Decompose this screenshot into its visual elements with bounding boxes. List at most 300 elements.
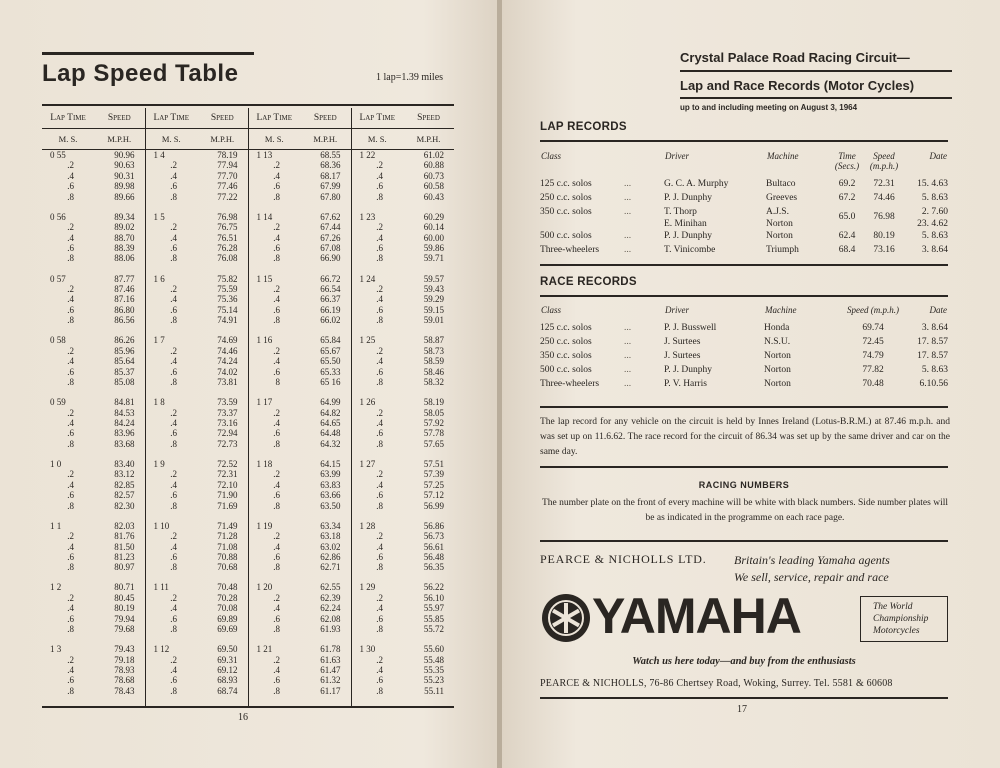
box-line: Championship (873, 614, 929, 624)
lap-time-fraction: .8 (67, 624, 74, 635)
lap-time-minute-second: 1 27 (359, 458, 376, 469)
race-records-header-row (540, 304, 948, 321)
lap-speed-table (42, 108, 454, 706)
lap-time-minute-second: 1 9 (153, 458, 165, 469)
speed-value: 66.19 (320, 304, 341, 315)
speed-value: 65.50 (320, 356, 341, 367)
speed-value: 56.61 (423, 541, 444, 552)
table-top-rule (42, 104, 454, 106)
lap-time-fraction: .6 (376, 675, 383, 686)
lap-group-row (42, 521, 454, 583)
header-driver: Driver (665, 151, 689, 161)
lap-time-fraction: .4 (376, 356, 383, 367)
speed-cell (94, 274, 145, 336)
lap-time-fraction: .6 (273, 675, 280, 686)
speed-value: 78.43 (114, 685, 135, 696)
lap-time-fraction: .2 (170, 284, 177, 295)
date-cell: 3. 8.64 (921, 245, 948, 255)
lap-time-minute-second: 1 11 (153, 582, 169, 593)
speed-cell (94, 582, 145, 644)
speed-cell (300, 335, 351, 397)
speed-value: 84.53 (114, 407, 135, 418)
speed-value: 72.73 (217, 438, 238, 449)
speed-cell (197, 212, 248, 274)
speed-value: 79.68 (114, 624, 135, 635)
speed-value: 60.29 (423, 211, 444, 222)
speed-value: 56.86 (423, 520, 444, 531)
speed-cell: 77.82 (862, 365, 884, 375)
speed-value: 72.94 (217, 428, 238, 439)
speed-value: 61.32 (320, 675, 341, 686)
lap-time-fraction: .8 (170, 562, 177, 573)
lap-time-fraction: .8 (376, 562, 383, 573)
speed-value: 79.18 (114, 654, 135, 665)
speed-value: 68.55 (320, 150, 341, 160)
lap-time-fraction: .4 (376, 479, 383, 490)
speed-value: 71.90 (217, 490, 238, 501)
lap-time-fraction: .2 (170, 160, 177, 171)
driver-cell: T. Vinicombe (664, 245, 716, 255)
speed-value: 82.57 (114, 490, 135, 501)
speed-value: 55.85 (423, 613, 444, 624)
speed-value: 67.44 (320, 222, 341, 233)
speed-value: 63.02 (320, 541, 341, 552)
driver-cell: J. Surtees (664, 351, 701, 361)
speed-value: 62.39 (320, 592, 341, 603)
lap-time-fraction: .6 (273, 366, 280, 377)
lap-time-minute-second: 1 4 (153, 150, 165, 160)
lap-group-row (42, 397, 454, 459)
speed-cell (300, 582, 351, 644)
lap-time-minute-second: 1 12 (153, 644, 170, 655)
speed-value: 66.37 (320, 294, 341, 305)
lap-time-minute-second: 1 25 (359, 335, 376, 346)
speed-cell (94, 150, 145, 212)
lap-time-fraction: .6 (67, 428, 74, 439)
time-cell: 65.0 (838, 212, 856, 222)
speed-value: 63.83 (320, 479, 341, 490)
lap-time-fraction: .4 (67, 170, 74, 181)
speed-value: 56.48 (423, 551, 444, 562)
lap-time-cell (145, 335, 197, 397)
speed-value: 90.63 (114, 160, 135, 171)
speed-value: 63.34 (320, 520, 341, 531)
class-cell: 350 c.c. solos (540, 207, 592, 217)
class-cell: 500 c.c. solos (540, 231, 592, 241)
lap-time-cell (145, 459, 197, 521)
class-cell: Three-wheelers (540, 245, 600, 255)
racing-numbers-text: The number plate on the front of every machine will be white with black numbers. Side number plates will be as indicated in the programme on each race page. (541, 498, 948, 523)
date-value: 2. 7.60 (921, 207, 948, 217)
speed-value: 69.89 (217, 613, 238, 624)
section-rule (540, 466, 948, 468)
lap-time-cell (42, 212, 94, 274)
speed-value: 68.74 (217, 685, 238, 696)
lap-record-note: The lap record for any vehicle on the circuit is held by Innes Ireland (Lotus-B.R.M.) at 87.46 m.p.h. and was set up on 11.6.62. The race record for the circuit of 86.34 was set up by the same driver and car on the same day. (540, 417, 950, 457)
driver-cell (664, 205, 766, 229)
speed-value: 60.14 (423, 222, 444, 233)
header-date: Date (929, 151, 947, 161)
lap-time-cell (145, 582, 197, 644)
lap-time-cell (248, 521, 300, 583)
units-mph: M.P.H. (300, 129, 351, 150)
header-speed: Speed (m.p.h.) (869, 151, 899, 171)
date-cell: 5. 8.63 (921, 365, 948, 375)
speed-value: 64.15 (320, 458, 341, 469)
speed-value: 75.36 (217, 294, 238, 305)
speed-value: 85.64 (114, 356, 135, 367)
speed-cell (197, 644, 248, 706)
lap-time-minute-second: 1 22 (359, 150, 376, 160)
speed-cell (197, 521, 248, 583)
speed-value: 69.12 (217, 665, 238, 676)
speed-value: 65.33 (320, 366, 341, 377)
speed-cell (300, 521, 351, 583)
lap-time-cell (248, 397, 300, 459)
lap-time-fraction: .8 (273, 253, 280, 264)
lap-time-minute-second: 1 26 (359, 397, 376, 408)
records-heading: Lap and Race Records (Motor Cycles) (680, 78, 915, 93)
lap-time-minute-second: 1 30 (359, 644, 376, 655)
lap-time-fraction: .2 (170, 222, 177, 233)
speed-value: 87.77 (114, 273, 135, 284)
speed-value: 63.66 (320, 490, 341, 501)
date-cell: 17. 8.57 (917, 351, 948, 361)
page-number-left: 16 (238, 712, 248, 723)
lap-time-fraction: .8 (67, 562, 74, 573)
lap-time-cell (351, 212, 403, 274)
header-class: Class (541, 151, 562, 161)
speed-value: 88.70 (114, 232, 135, 243)
speed-cell (300, 150, 351, 212)
units-ms: M. S. (351, 129, 403, 150)
lap-time-cell (248, 644, 300, 706)
speed-cell (403, 397, 454, 459)
lap-time-fraction: .2 (273, 345, 280, 356)
machine-cell: Norton (764, 379, 791, 389)
speed-value: 56.35 (423, 562, 444, 573)
lap-time-fraction: .2 (170, 407, 177, 418)
lap-time-cell (248, 212, 300, 274)
lap-time-fraction: .6 (273, 551, 280, 562)
lap-time-fraction: .4 (273, 603, 280, 614)
speed-cell: 70.48 (862, 379, 884, 389)
machine-cell: Triumph (766, 245, 799, 255)
speed-value: 71.28 (217, 531, 238, 542)
speed-cell (300, 397, 351, 459)
lap-time-minute-second: 1 1 (50, 520, 62, 531)
machine-cell: Greeves (766, 193, 798, 203)
leader-dots: ... (624, 231, 632, 241)
machine-cell: Norton (764, 365, 791, 375)
lap-time-fraction: .2 (376, 654, 383, 665)
lap-time-fraction: .6 (67, 181, 74, 192)
lap-time-fraction: .6 (170, 490, 177, 501)
speed-value: 59.01 (423, 315, 444, 326)
speed-value: 70.88 (217, 551, 238, 562)
speed-cell: 74.46 (873, 193, 895, 203)
lap-group-row (42, 459, 454, 521)
lap-time-fraction: .8 (170, 191, 177, 202)
date-value: 23. 4.62 (917, 219, 948, 229)
class-cell: 125 c.c. solos (540, 323, 592, 333)
lap-time-fraction: .4 (376, 603, 383, 614)
lap-time-cell (42, 644, 94, 706)
lap-time-fraction: .4 (170, 356, 177, 367)
lap-time-fraction: .2 (273, 222, 280, 233)
speed-value: 61.17 (320, 685, 341, 696)
lap-time-cell (42, 274, 94, 336)
lap-time-fraction: .4 (273, 479, 280, 490)
lap-time-fraction: .6 (67, 304, 74, 315)
lap-time-cell (42, 150, 94, 212)
machine-cell: N.S.U. (764, 337, 791, 347)
speed-value: 76.98 (217, 211, 238, 222)
lap-time-fraction: .4 (67, 541, 74, 552)
speed-cell (403, 150, 454, 212)
lap-time-minute-second: 1 13 (256, 150, 273, 160)
lap-time-cell (145, 150, 197, 212)
units-mph: M.P.H. (403, 129, 454, 150)
speed-value: 88.39 (114, 243, 135, 254)
class-cell: 250 c.c. solos (540, 193, 592, 203)
speed-value: 73.59 (217, 397, 238, 408)
speed-value: 62.86 (320, 551, 341, 562)
speed-value: 71.49 (217, 520, 238, 531)
table-row (540, 177, 948, 191)
speed-value: 63.18 (320, 531, 341, 542)
lap-time-fraction: .4 (67, 603, 74, 614)
speed-cell (197, 274, 248, 336)
advert-slogan: Watch us here today—and buy from the enthusiasts (632, 656, 856, 667)
speed-value: 61.78 (320, 644, 341, 655)
lap-group-row (42, 582, 454, 644)
header-machine: Machine (767, 151, 799, 161)
lap-time-minute-second: 1 5 (153, 211, 165, 222)
lap-time-fraction: .4 (67, 417, 74, 428)
lap-time-cell (248, 582, 300, 644)
col-header-lap-time: Lap Time (42, 108, 94, 129)
lap-time-cell (351, 150, 403, 212)
title-top-rule (42, 52, 254, 55)
lap-time-minute-second: 1 16 (256, 335, 273, 346)
speed-cell: 80.19 (873, 231, 895, 241)
lap-time-fraction: .8 (376, 253, 383, 264)
lap-time-fraction: .2 (376, 160, 383, 171)
lap-time-fraction: .4 (273, 356, 280, 367)
lap-time-minute-second: 0 57 (50, 273, 66, 284)
lap-time-fraction: .6 (273, 304, 280, 315)
speed-value: 57.12 (423, 490, 444, 501)
lap-time-fraction: .4 (376, 541, 383, 552)
lap-time-fraction: .6 (273, 490, 280, 501)
speed-value: 59.29 (423, 294, 444, 305)
col-header-lap-time: Lap Time (248, 108, 300, 129)
lap-time-fraction: .2 (170, 654, 177, 665)
driver-cell: P. J. Dunphy (664, 365, 713, 375)
speed-cell (403, 335, 454, 397)
lap-time-fraction: .6 (170, 428, 177, 439)
speed-value: 67.99 (320, 181, 341, 192)
lap-time-minute-second: 1 8 (153, 397, 165, 408)
lap-time-fraction: .4 (67, 232, 74, 243)
table-header-row (42, 108, 454, 129)
leader-dots: ... (624, 379, 632, 389)
speed-value: 68.17 (320, 170, 341, 181)
speed-value: 79.94 (114, 613, 135, 624)
speed-value: 64.65 (320, 417, 341, 428)
speed-value: 90.96 (114, 150, 135, 160)
lap-time-fraction: .4 (170, 665, 177, 676)
speed-cell (300, 274, 351, 336)
speed-value: 73.81 (217, 377, 238, 388)
machine-name: A.J.S. (766, 207, 789, 217)
lap-time-fraction: .8 (67, 438, 74, 449)
lap-time-minute-second: 1 15 (256, 273, 273, 284)
lap-group-row (42, 335, 454, 397)
speed-value: 85.08 (114, 377, 135, 388)
lap-time-fraction: .4 (273, 665, 280, 676)
speed-value: 67.08 (320, 243, 341, 254)
advert-tagline: We sell, service, repair and race (734, 570, 889, 584)
lap-time-cell (42, 335, 94, 397)
lap-time-fraction: .8 (170, 438, 177, 449)
speed-cell: 69.74 (862, 323, 884, 333)
lap-time-cell (145, 212, 197, 274)
driver-cell: P. J. Dunphy (664, 193, 713, 203)
speed-value: 57.25 (423, 479, 444, 490)
speed-value: 72.10 (217, 479, 238, 490)
lap-time-minute-second: 0 55 (50, 150, 66, 160)
lap-time-fraction: .4 (170, 541, 177, 552)
section-rule (540, 295, 948, 297)
lap-time-fraction: .4 (170, 232, 177, 243)
speed-value: 77.70 (217, 170, 238, 181)
leader-dots: ... (624, 337, 632, 347)
speed-value: 57.78 (423, 428, 444, 439)
lap-group-row (42, 644, 454, 706)
lap-time-fraction: .2 (170, 531, 177, 542)
speed-value: 89.66 (114, 191, 135, 202)
speed-value: 55.60 (423, 644, 444, 655)
class-cell: 350 c.c. solos (540, 351, 592, 361)
speed-value: 88.06 (114, 253, 135, 264)
machine-cell: Norton (764, 351, 791, 361)
speed-cell (403, 582, 454, 644)
lap-time-fraction: .4 (273, 294, 280, 305)
section-rule (540, 406, 948, 408)
date-cell: 6.10.56 (919, 379, 948, 389)
col-header-speed: Speed (300, 108, 351, 129)
speed-value: 55.72 (423, 624, 444, 635)
lap-time-minute-second: 1 17 (256, 397, 273, 408)
speed-value: 80.45 (114, 592, 135, 603)
speed-value: 87.46 (114, 284, 135, 295)
speed-value: 80.19 (114, 603, 135, 614)
lap-time-fraction: .4 (67, 294, 74, 305)
speed-value: 74.69 (217, 335, 238, 346)
lap-time-fraction: .2 (273, 407, 280, 418)
speed-value: 84.24 (114, 417, 135, 428)
speed-value: 74.91 (217, 315, 238, 326)
lap-time-minute-second: 1 29 (359, 582, 376, 593)
lap-time-fraction: .2 (376, 592, 383, 603)
lap-time-fraction: .2 (67, 592, 74, 603)
speed-value: 89.98 (114, 181, 135, 192)
speed-value: 57.39 (423, 469, 444, 480)
section-rule (540, 264, 948, 266)
speed-cell (300, 644, 351, 706)
lap-time-fraction: .6 (170, 304, 177, 315)
col-header-speed: Speed (197, 108, 248, 129)
lap-time-cell (42, 397, 94, 459)
leader-dots: ... (624, 365, 632, 375)
lap-time-minute-second: 1 10 (153, 520, 170, 531)
advert-tagline: Britain's leading Yamaha agents (734, 553, 890, 567)
speed-value: 58.73 (423, 345, 444, 356)
speed-value: 83.40 (114, 458, 135, 469)
table-row (540, 191, 948, 205)
speed-cell (403, 644, 454, 706)
lap-time-fraction: .2 (273, 284, 280, 295)
speed-value: 60.88 (423, 160, 444, 171)
speed-value: 83.96 (114, 428, 135, 439)
speed-value: 65.67 (320, 345, 341, 356)
lap-time-fraction: .8 (376, 685, 383, 696)
lap-time-fraction: .8 (67, 685, 74, 696)
lap-time-fraction: .6 (376, 181, 383, 192)
speed-cell (94, 644, 145, 706)
lap-time-cell (351, 274, 403, 336)
speed-cell (94, 212, 145, 274)
speed-value: 55.23 (423, 675, 444, 686)
lap-time-fraction: .2 (67, 531, 74, 542)
header-class: Class (541, 305, 562, 315)
speed-value: 60.73 (423, 170, 444, 181)
speed-value: 90.31 (114, 170, 135, 181)
speed-cell: 76.98 (873, 212, 895, 222)
speed-value: 67.26 (320, 232, 341, 243)
speed-value: 72.52 (217, 458, 238, 469)
lap-time-fraction: .2 (67, 469, 74, 480)
speed-value: 59.15 (423, 304, 444, 315)
speed-value: 71.08 (217, 541, 238, 552)
lap-time-fraction: .6 (170, 181, 177, 192)
speed-value: 58.05 (423, 407, 444, 418)
lap-time-fraction: .8 (170, 253, 177, 264)
speed-value: 77.46 (217, 181, 238, 192)
lap-time-cell (351, 644, 403, 706)
lap-time-minute-second: 1 6 (153, 273, 165, 284)
racing-numbers-title: RACING NUMBERS (698, 480, 790, 490)
speed-value: 70.68 (217, 562, 238, 573)
lap-time-fraction: .6 (170, 243, 177, 254)
header-date: Date (929, 305, 947, 315)
time-cell: 68.4 (838, 245, 856, 255)
yamaha-brand: YAMAHA (592, 588, 801, 644)
units-ms: M. S. (42, 129, 94, 150)
speed-value: 89.02 (114, 222, 135, 233)
speed-value: 66.54 (320, 284, 341, 295)
lap-time-fraction: .6 (273, 428, 280, 439)
section-rule (540, 697, 948, 699)
speed-cell (403, 212, 454, 274)
units-mph: M.P.H. (197, 129, 248, 150)
lap-time-fraction: .4 (170, 170, 177, 181)
units-ms: M. S. (145, 129, 197, 150)
speed-value: 59.57 (423, 273, 444, 284)
lap-time-fraction: .2 (273, 654, 280, 665)
